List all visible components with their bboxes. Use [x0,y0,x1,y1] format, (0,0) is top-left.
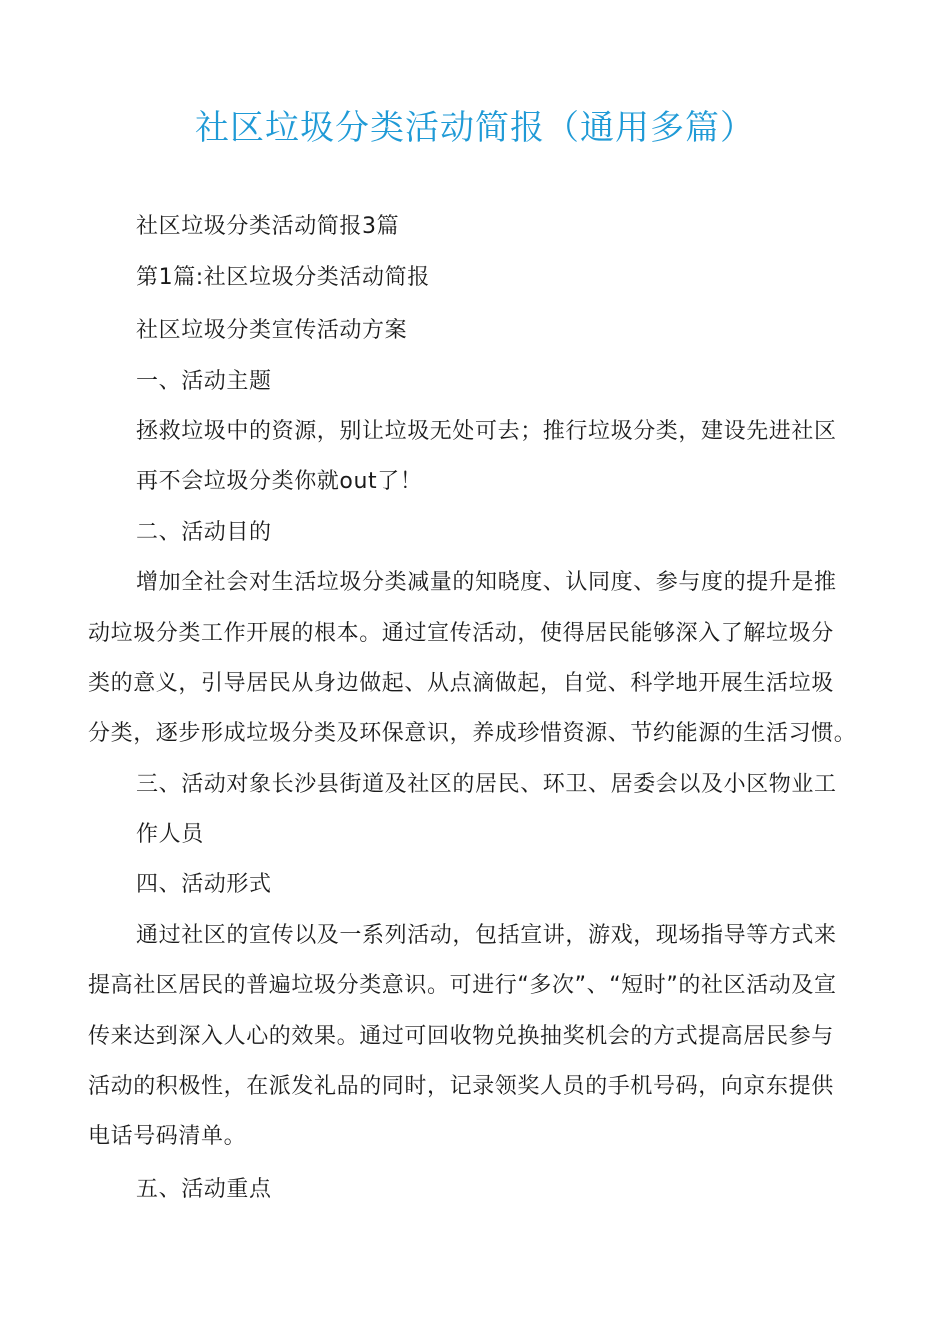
paragraph-line: 提高社区居民的普遍垃圾分类意识。可进行“多次”、“短时”的社区活动及宣 [88,973,837,998]
paragraph-line: 类的意义，引导居民从身边做起、从点滴做起，自觉、科学地开展生活垃圾 [88,671,834,696]
plan-heading: 社区垃圾分类宣传活动方案 [136,318,408,343]
heading-purpose: 二、活动目的 [136,520,272,545]
document-title: 社区垃圾分类活动简报（通用多篇） [195,108,755,148]
section-heading: 第1篇:社区垃圾分类活动简报 [136,265,430,290]
paragraph-line: 传来达到深入人心的效果。通过可回收物兑换抽奖机会的方式提高居民参与 [88,1024,834,1049]
paragraph-line: 通过社区的宣传以及一系列活动，包括宣讲，游戏，现场指导等方式来 [136,923,837,948]
heading-form: 四、活动形式 [136,872,272,897]
paragraph-line: 作人员 [136,822,204,847]
paragraph-line: 再不会垃圾分类你就out了！ [136,469,423,494]
paragraph-line: 活动的积极性，在派发礼品的同时，记录领奖人员的手机号码，向京东提供 [88,1074,834,1099]
paragraph-line: 动垃圾分类工作开展的根本。通过宣传活动，使得居民能够深入了解垃圾分 [88,621,834,646]
heading-theme: 一、活动主题 [136,369,272,394]
paragraph-line: 增加全社会对生活垃圾分类减量的知晓度、认同度、参与度的提升是推 [136,570,837,595]
heading-focus: 五、活动重点 [136,1177,272,1202]
paragraph-line: 电话号码清单。 [88,1124,247,1149]
subtitle-line: 社区垃圾分类活动简报3篇 [136,214,400,239]
paragraph-line: 拯救垃圾中的资源，别让垃圾无处可去；推行垃圾分类，建设先进社区 [136,419,837,444]
heading-target: 三、活动对象长沙县街道及社区的居民、环卫、居委会以及小区物业工 [136,772,837,797]
paragraph-line: 分类，逐步形成垃圾分类及环保意识，养成珍惜资源、节约能源的生活习惯。 [88,721,857,746]
